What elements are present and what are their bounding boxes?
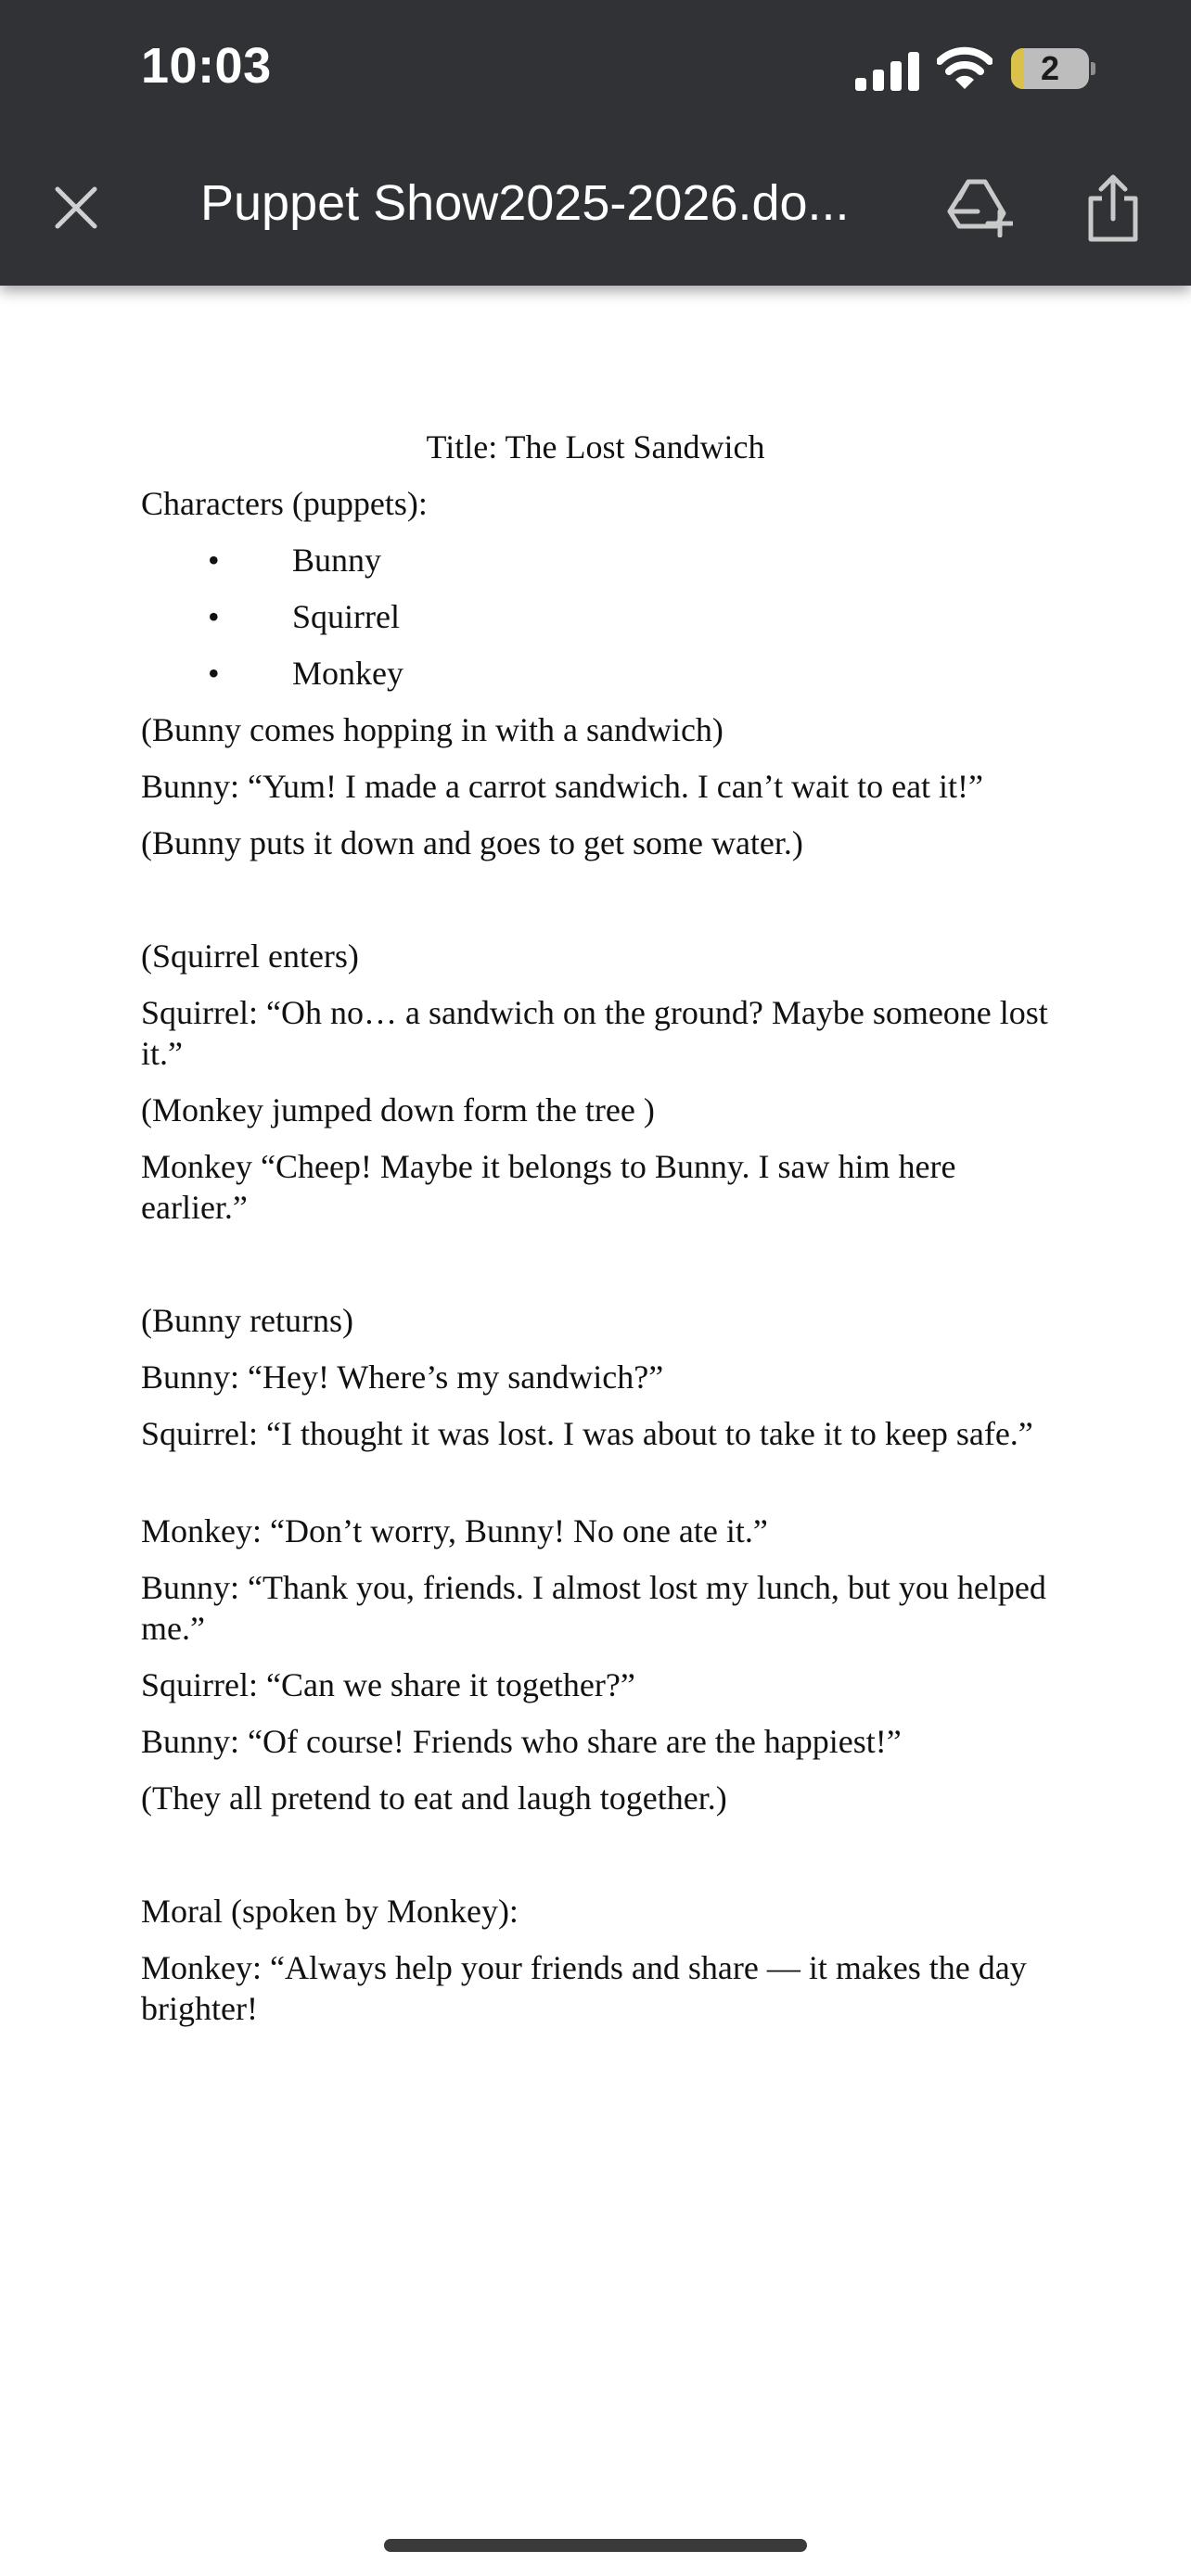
character-item: Monkey (292, 655, 403, 692)
dialogue-line: Bunny: “Hey! Where’s my sandwich?” (141, 1358, 664, 1396)
stage-direction: (They all pretend to eat and laugh together.) (141, 1779, 727, 1817)
stage-direction: (Squirrel enters) (141, 937, 359, 975)
dialogue-line: Bunny: “Thank you, friends. I almost lost my lunch, but you helped me.” (141, 1569, 1046, 1647)
battery-level: 2 (1040, 49, 1060, 87)
close-icon[interactable] (48, 180, 104, 236)
dialogue-line: Squirrel: “Oh no… a sandwich on the ground? Maybe someone lost it.” (141, 994, 1048, 1072)
stage-direction: (Monkey jumped down form the tree ) (141, 1091, 655, 1129)
dialogue-line: Bunny: “Yum! I made a carrot sandwich. I can’t wait to eat it!” (141, 768, 984, 805)
cellular-signal-icon (855, 52, 920, 91)
character-item: Bunny (292, 542, 382, 579)
share-icon[interactable] (1085, 174, 1141, 243)
status-time: 10:03 (141, 38, 272, 94)
bullet-marker: • (208, 542, 220, 579)
dialogue-line: Monkey: “Don’t worry, Bunny! No one ate it.” (141, 1512, 768, 1549)
stage-direction: (Bunny comes hopping in with a sandwich) (141, 711, 724, 748)
dialogue-line: Monkey “Cheep! Maybe it belongs to Bunny. I saw him here earlier.” (141, 1148, 956, 1226)
characters-heading: Characters (puppets): (141, 485, 428, 522)
stage-direction: (Bunny returns) (141, 1302, 353, 1339)
dialogue-line: Squirrel: “I thought it was lost. I was about to take it to keep safe.” (141, 1415, 1033, 1452)
moral-heading: Moral (spoken by Monkey): (141, 1893, 519, 1930)
battery-icon (1011, 48, 1093, 91)
add-to-drive-icon[interactable] (946, 176, 1013, 237)
bullet-marker: • (208, 598, 220, 635)
document-page[interactable] (0, 286, 1191, 2576)
battery-body (1011, 48, 1089, 89)
wifi-icon (937, 46, 992, 91)
document-heading: Title: The Lost Sandwich (426, 428, 765, 465)
dialogue-line: Squirrel: “Can we share it together?” (141, 1666, 635, 1703)
document-title: Puppet Show2025-2026.do... (200, 175, 850, 231)
bullet-marker: • (208, 655, 220, 692)
dialogue-line: Bunny: “Of course! Friends who share are the happiest!” (141, 1723, 902, 1760)
character-item: Squirrel (292, 598, 400, 635)
stage-direction: (Bunny puts it down and goes to get some water.) (141, 824, 803, 861)
dialogue-line: Monkey: “Always help your friends and share — it makes the day brighter! (141, 1949, 1027, 2027)
home-indicator[interactable] (384, 2539, 807, 2552)
top-bar (0, 0, 1191, 286)
battery-tip (1091, 62, 1095, 75)
